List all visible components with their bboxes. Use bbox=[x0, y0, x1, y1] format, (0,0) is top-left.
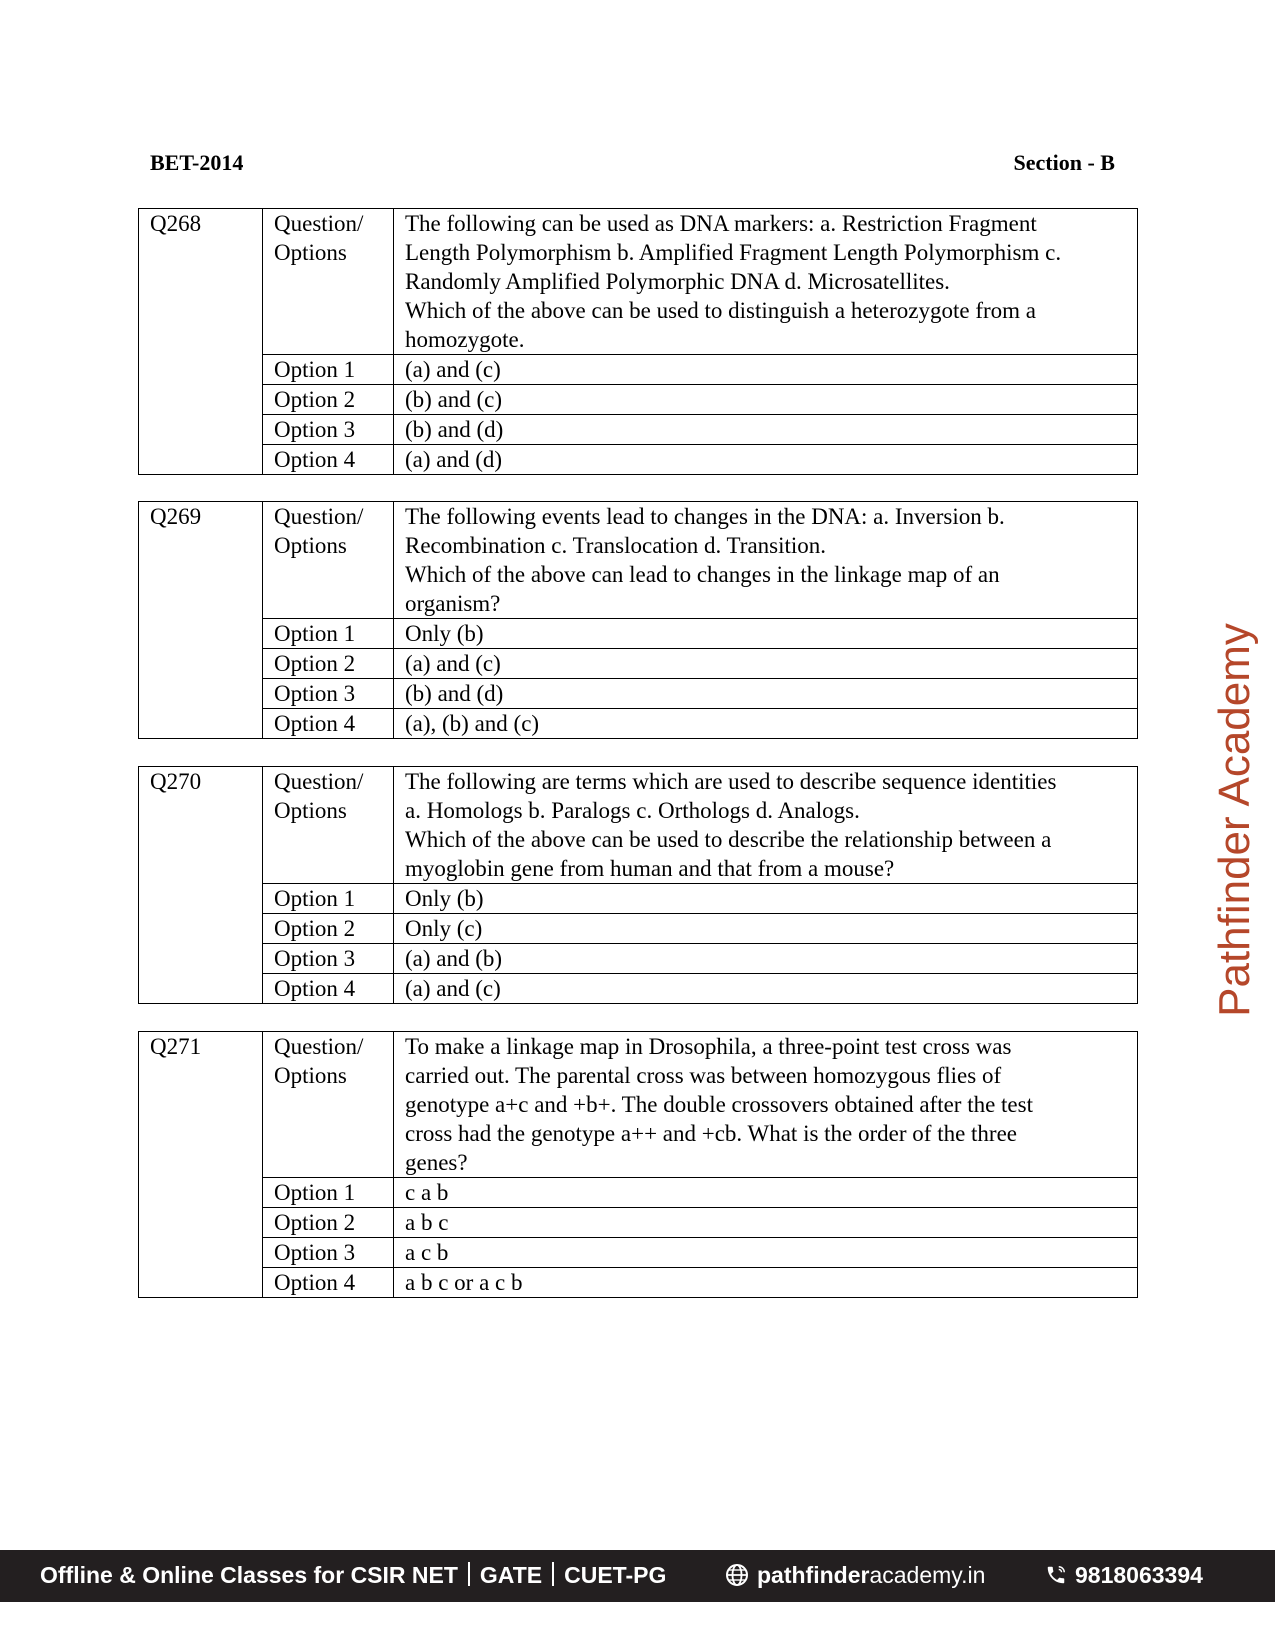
footer-banner bbox=[0, 1550, 1275, 1602]
option-text: c a b bbox=[394, 1178, 1138, 1208]
option-label: Option 1 bbox=[263, 355, 394, 385]
tagline-divider bbox=[552, 1562, 554, 1586]
option-label: Option 2 bbox=[263, 649, 394, 679]
question-line: genes? bbox=[405, 1150, 468, 1175]
question-line: carried out. The parental cross was between homozygous flies of bbox=[405, 1063, 1002, 1088]
option-label: Option 1 bbox=[263, 884, 394, 914]
option-text: (b) and (d) bbox=[394, 415, 1138, 445]
option-text: (a) and (d) bbox=[394, 445, 1138, 475]
option-text: (a) and (c) bbox=[394, 649, 1138, 679]
option-label: Option 4 bbox=[263, 974, 394, 1004]
tagline-gate: GATE bbox=[479, 1562, 543, 1588]
section-label: Section - B bbox=[1013, 150, 1115, 175]
option-label: Option 1 bbox=[263, 1178, 394, 1208]
option-label: Option 4 bbox=[263, 709, 394, 739]
website-domain-rest: academy.in bbox=[869, 1562, 986, 1588]
question-table-q271 bbox=[138, 1031, 1138, 1298]
tagline-cuet: CUET-PG bbox=[564, 1562, 667, 1588]
option-text: a b c or a c b bbox=[394, 1268, 1138, 1298]
option-text: (b) and (c) bbox=[394, 385, 1138, 415]
option-label: Option 1 bbox=[263, 619, 394, 649]
question-text bbox=[394, 1032, 1138, 1178]
option-text: a c b bbox=[394, 1238, 1138, 1268]
tagline-classes: Offline & Online Classes for CSIR NET bbox=[40, 1562, 458, 1588]
option-text: Only (b) bbox=[394, 884, 1138, 914]
question-number: Q270 bbox=[139, 767, 263, 1004]
question-line: cross had the genotype a++ and +cb. What is the order of the three bbox=[405, 1121, 1018, 1146]
question-number: Q271 bbox=[139, 1032, 263, 1298]
question-line: genotype a+c and +b+. The double crossovers obtained after the test bbox=[405, 1092, 1033, 1117]
option-label: Option 2 bbox=[263, 1208, 394, 1238]
option-label: Option 3 bbox=[263, 679, 394, 709]
question-line: The following are terms which are used to describe sequence identities bbox=[405, 769, 1057, 794]
exam-title: BET-2014 bbox=[150, 150, 244, 175]
question-line: myoglobin gene from human and that from a mouse? bbox=[405, 856, 895, 881]
option-label: Option 4 bbox=[263, 445, 394, 475]
option-text: (a), (b) and (c) bbox=[394, 709, 1138, 739]
option-text: a b c bbox=[394, 1208, 1138, 1238]
question-number: Q269 bbox=[139, 502, 263, 739]
option-text: (a) and (b) bbox=[394, 944, 1138, 974]
question-table-q270 bbox=[138, 766, 1138, 1004]
footer-phone[interactable] bbox=[1045, 1562, 1203, 1589]
question-label: Question/ Options bbox=[263, 502, 394, 619]
question-number: Q268 bbox=[139, 209, 263, 475]
question-line: The following events lead to changes in the DNA: a. Inversion b. bbox=[405, 504, 1005, 529]
question-line: organism? bbox=[405, 591, 501, 616]
question-line: Recombination c. Translocation d. Transition. bbox=[405, 533, 827, 558]
option-label: Option 3 bbox=[263, 1238, 394, 1268]
option-label: Option 4 bbox=[263, 1268, 394, 1298]
question-line: Length Polymorphism b. Amplified Fragment Length Polymorphism c. bbox=[405, 240, 1062, 265]
question-label: Question/ Options bbox=[263, 767, 394, 884]
footer-tagline bbox=[40, 1562, 666, 1589]
question-line: The following can be used as DNA markers: a. Restriction Fragment bbox=[405, 211, 1037, 236]
option-text: (b) and (d) bbox=[394, 679, 1138, 709]
question-line: Which of the above can be used to describe the relationship between a bbox=[405, 827, 1052, 852]
question-line: Which of the above can lead to changes in the linkage map of an bbox=[405, 562, 1000, 587]
option-label: Option 2 bbox=[263, 914, 394, 944]
question-text bbox=[394, 209, 1138, 355]
option-label: Option 2 bbox=[263, 385, 394, 415]
question-line: To make a linkage map in Drosophila, a three-point test cross was bbox=[405, 1034, 1012, 1059]
footer-website[interactable] bbox=[725, 1562, 985, 1589]
question-text bbox=[394, 767, 1138, 884]
phone-number: 9818063394 bbox=[1075, 1562, 1203, 1588]
website-domain-bold: pathfinder bbox=[757, 1562, 870, 1588]
option-text: Only (c) bbox=[394, 914, 1138, 944]
question-label: Question/ Options bbox=[263, 209, 394, 355]
question-text bbox=[394, 502, 1138, 619]
question-line: Randomly Amplified Polymorphic DNA d. Microsatellites. bbox=[405, 269, 950, 294]
option-label: Option 3 bbox=[263, 415, 394, 445]
question-label: Question/ Options bbox=[263, 1032, 394, 1178]
question-table-q268 bbox=[138, 208, 1138, 475]
option-text: (a) and (c) bbox=[394, 974, 1138, 1004]
option-label: Option 3 bbox=[263, 944, 394, 974]
tagline-divider bbox=[468, 1562, 470, 1586]
question-line: a. Homologs b. Paralogs c. Orthologs d. Analogs. bbox=[405, 798, 860, 823]
option-text: (a) and (c) bbox=[394, 355, 1138, 385]
option-text: Only (b) bbox=[394, 619, 1138, 649]
globe-icon bbox=[725, 1563, 749, 1587]
phone-icon bbox=[1045, 1564, 1067, 1586]
watermark-text: Pathfinder Academy bbox=[1210, 623, 1259, 1017]
question-table-q269 bbox=[138, 501, 1138, 739]
question-line: homozygote. bbox=[405, 327, 525, 352]
question-line: Which of the above can be used to distinguish a heterozygote from a bbox=[405, 298, 1037, 323]
